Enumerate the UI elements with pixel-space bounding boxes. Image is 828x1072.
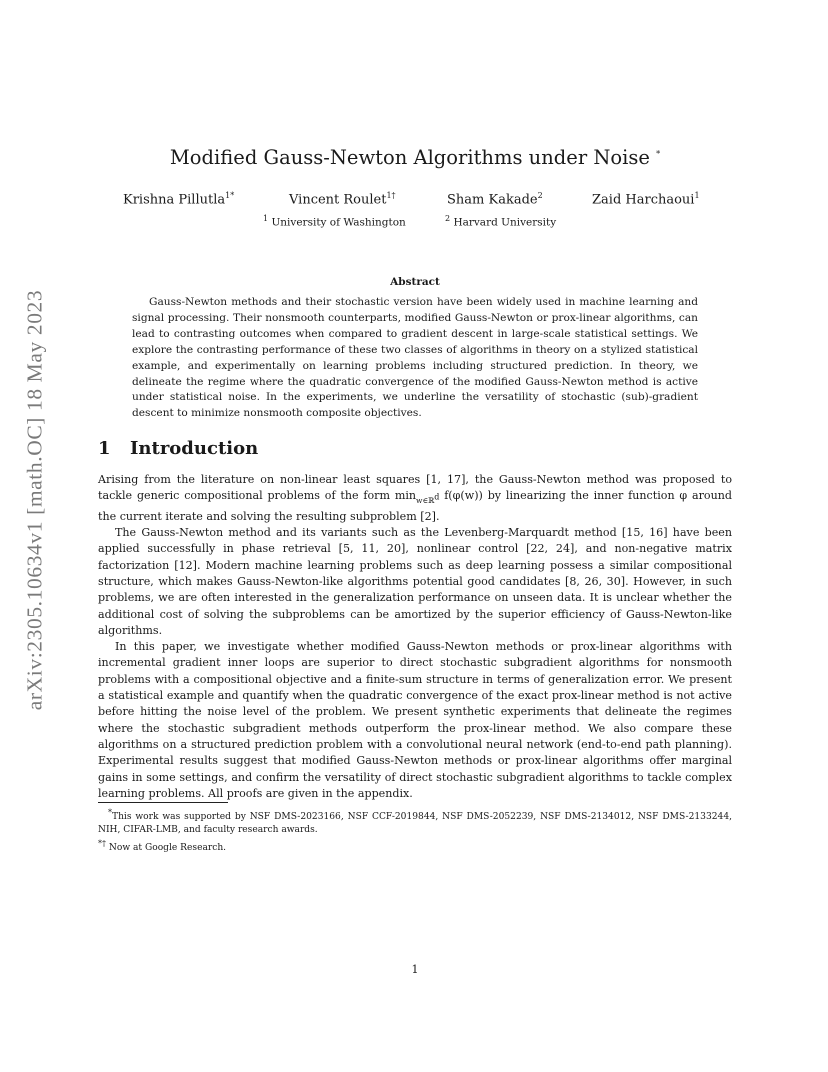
abstract-heading: Abstract <box>390 276 440 288</box>
abstract-text: Gauss-Newton methods and their stochastic version have been widely used in machine learning and signal processing. Their nonsmooth counterparts, modified Gauss-Newton or prox-linear algorithms, can lead to contrasting outcomes when compared to gradient descent in large-scale statistical settings. We explore the contrasting performance of these two classes of algorithms in theory on a stylized statistical example, and experimentally on learning problems including structured prediction. In theory, we delineate the regime where the quadratic convergence of the modified Gauss-Newton method is active under statistical noise. In the experiments, we underline the versatility of stochastic (sub)-gradient descent to minimize nonsmooth composite objectives. <box>132 296 698 420</box>
body-text <box>98 472 732 802</box>
arxiv-stamp: arXiv:2305.10634v1 [math.OC] 18 May 2023 <box>22 289 47 711</box>
section-heading: 1 Introduction <box>98 438 259 459</box>
footnote: *This work was supported by NSF DMS-2023166, NSF CCF-2019844, NSF DMS-2052239, NSF DMS-2134012, NSF DMS-2133244, NIH, CIFAR-LMB, and faculty research awards. <box>98 808 732 836</box>
paragraph: In this paper, we investigate whether modified Gauss-Newton methods or prox-linear algorithms with incremental gradient inner loops are superior to direct stochastic subgradient algorithms for nonsmooth problems with a compositional objective and a finite-sum structure in terms of generalization error. We present a statistical example and quantify when the quadratic convergence of the exact prox-linear method is not active before hitting the noise level of the problem. We present synthetic experiments that delineate the regimes where the stochastic subgradient methods outperform the prox-linear method. We also compare these algorithms on a structured prediction problem with a convolutional neural network (end-to-end path planning). Experimental results suggest that modified Gauss-Newton methods or prox-linear algorithms offer marginal gains in some settings, and confirm the versatility of direct stochastic subgradient algorithms to tackle complex learning problems. All proofs are given in the appendix. <box>98 640 732 800</box>
affiliation: $^1$ University of Washington <box>263 214 406 229</box>
author-block <box>98 191 732 231</box>
page-number: 1 <box>411 963 419 976</box>
paragraph: The Gauss-Newton method and its variants such as the Levenberg-Marquardt method [15, 16] have been applied successfully in phase retrieval [5, 11, 20], nonlinear control [22, 24], and non-negative matrix factorization [12]. Modern machine learning problems such as deep learning possess a similar compositional structure, which makes Gauss-Newton-like algorithms potential good candidates [8, 26, 30]. However, in such problems, we are often interested in the generalization performance on unseen data. It is unclear whether the additional cost of solving the subproblems can be amortized by the superior efficiency of Gauss-Newton-like algorithms. <box>98 526 732 637</box>
author-name: Zaid Harchaoui$^1$ <box>592 191 700 208</box>
author-name: Sham Kakade$^2$ <box>447 191 543 208</box>
footnote: *† Now at Google Research. <box>98 839 227 854</box>
footnote-rule <box>98 802 228 803</box>
affiliation: $^2$ Harvard University <box>445 214 557 229</box>
paragraph: Arising from the literature on non-linear least squares [1, 17], the Gauss-Newton method was proposed to tackle generic compositional problems of the form $\min_{w\in ℝ^d} f(\varphi(w))$ by linearizing the inner function φ around the current iterate and solving the resulting subproblem [2]. <box>98 473 732 523</box>
footnotes <box>98 806 732 856</box>
author-name: Krishna Pillutla$^{1*}$ <box>123 191 235 208</box>
paper-title: Modified Gauss-Newton Algorithms under Noise * <box>169 146 661 169</box>
author-name: Vincent Roulet$^{1\dagger}$ <box>289 191 396 208</box>
